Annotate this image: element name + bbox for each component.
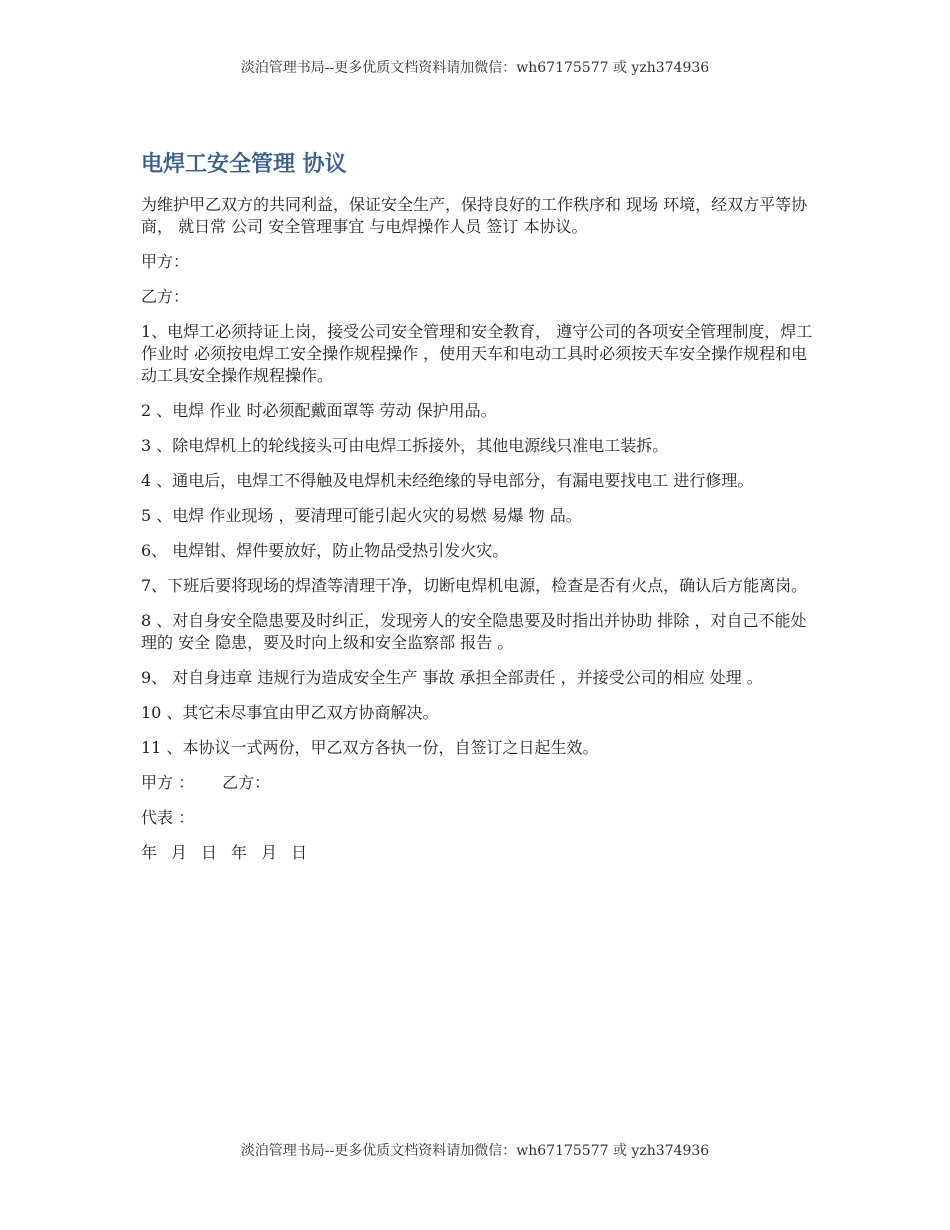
- date-day-a: 日: [201, 843, 218, 862]
- signature-row: [141, 772, 821, 794]
- clause-1: 1、电焊工必须持证上岗，接受公司安全管理和安全教育， 遵守公司的各项安全管理制度，焊工作业时 必须按电焊工安全操作规程操作 ，使用天车和电动工具时必须按天车安全操作规程和电动工具安全操作规程操作。: [141, 322, 813, 385]
- clause-8: 8 、对自身安全隐患要及时纠正，发现旁人的安全隐患要及时指出并协助 排除 ，对自己不能处理的 安全 隐患，要及时向上级和安全监察部 报告 。: [141, 611, 807, 652]
- party-b-label: 乙方：: [141, 287, 190, 306]
- signature-representative: 代表 ：: [141, 808, 195, 827]
- document-title: 电焊工安全管理 协议: [141, 152, 347, 177]
- page-footer: 淡泊管理书局--更多优质文档资料请加微信：wh67175577 或 yzh374936: [240, 1143, 710, 1159]
- signature-party-a: 甲方 ：: [141, 773, 195, 792]
- date-year-a: 年: [141, 843, 158, 862]
- party-a-label: 甲方：: [141, 252, 190, 271]
- signature-party-b: 乙方：: [222, 773, 271, 792]
- clause-6: 6、 电焊钳、焊件要放好，防止物品受热引发火灾。: [141, 541, 509, 560]
- intro-paragraph: 为维护甲乙双方的共同利益，保证安全生产，保持良好的工作秩序和 现场 环境，经双方平等协商， 就日常 公司 安全管理事宜 与电焊操作人员 签订 本协议。: [141, 195, 808, 236]
- clause-2: 2 、电焊 作业 时必须配戴面罩等 劳动 保护用品。: [141, 401, 497, 420]
- date-year-b: 年: [231, 843, 248, 862]
- date-month-a: 月: [171, 843, 188, 862]
- page-header: 淡泊管理书局--更多优质文档资料请加微信：wh67175577 或 yzh374936: [240, 60, 710, 76]
- clause-4: 4 、通电后，电焊工不得触及电焊机未经绝缘的导电部分，有漏电要找电工 进行修理。: [141, 471, 754, 490]
- document-body: [141, 150, 821, 877]
- clause-9: 9、 对自身违章 违规行为造成安全生产 事故 承担全部责任 ，并接受公司的相应 处理 。: [141, 668, 763, 687]
- representative-row: [141, 807, 821, 829]
- date-day-b: 日: [291, 843, 308, 862]
- clause-3: 3 、除电焊机上的轮线接头可由电焊工拆接外，其他电源线只准电工装拆。: [141, 436, 669, 455]
- clause-10: 10 、其它未尽事宜由甲乙双方协商解决。: [141, 703, 439, 722]
- clause-5: 5 、电焊 作业现场 ，要清理可能引起火灾的易燃 易爆 物 品。: [141, 506, 582, 525]
- clause-7: 7、下班后要将现场的焊渣等清理干净，切断电焊机电源，检查是否有火点，确认后方能离岗。: [141, 576, 808, 595]
- date-row: [141, 842, 821, 864]
- date-month-b: 月: [261, 843, 278, 862]
- clause-11: 11 、本协议一式两份，甲乙双方各执一份，自签订之日起生效。: [141, 738, 599, 757]
